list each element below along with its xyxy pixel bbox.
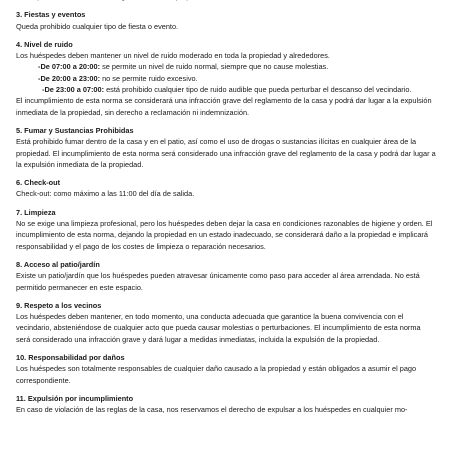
- section-tail: El incumplimiento de esta norma se considerará una infracción grave del reglamento de la casa y podrá dar lugar a la expulsión inmediata de la propiedad, sin derecho a reclamación ni indemnización.: [16, 96, 432, 117]
- bullet-lead: -De 20:00 a 23:00:: [38, 73, 101, 83]
- bullet-text: no se permite ruido excesivo.: [100, 73, 198, 83]
- section-heading: 5. Fumar y Sustancias Prohibidas: [16, 125, 134, 135]
- section-cleaning: [16, 207, 436, 252]
- bullet-text: está prohibido cualquier tipo de ruido audible que pueda perturbar el descanso del vecindario.: [104, 85, 412, 95]
- section-heading: 9. Respeto a los vecinos: [16, 300, 102, 310]
- section-smoking: [16, 125, 436, 170]
- section-pets-tail: [16, 0, 436, 2]
- section-neighbors: [16, 300, 436, 345]
- section-body: Los huéspedes deben mantener, en todo momento, una conducta adecuada que garantice la buena convivencia con el vecindario, absteniéndose de cualquier acto que pueda causar molestias o perturbaciones. El incumplimiento de esta norma será considerado una infracción grave y dará lugar a medidas inmediatas, incluida la expulsión de la propiedad.: [16, 312, 421, 344]
- section-heading: 3. Fiestas y eventos: [16, 10, 86, 20]
- section-expulsion: [16, 393, 436, 416]
- section-heading: 11. Expulsión por incumplimiento: [16, 393, 134, 403]
- section-body: Queda prohibido cualquier tipo de fiesta o evento.: [16, 21, 179, 31]
- section-body: Los huéspedes son totalmente responsables de cualquier daño causado a la propiedad y están obligados a asumir el pago correspondiente.: [16, 364, 417, 385]
- pets-rule-text: [16, 0, 436, 2]
- noise-bullet: [16, 84, 436, 95]
- noise-bullet: [16, 61, 436, 72]
- bullet-lead: -De 23:00 a 07:00:: [42, 85, 105, 95]
- house-rules-document: [16, 0, 436, 423]
- section-heading: 6. Check-out: [16, 178, 61, 188]
- section-damages: [16, 352, 436, 386]
- section-body: Check-out: como máximo a las 11:00 del día de salida.: [16, 189, 195, 199]
- section-heading: 7. Limpieza: [16, 207, 56, 217]
- section-noise: [16, 39, 436, 118]
- section-body: En caso de violación de las reglas de la casa, nos reservamos el derecho de expulsar a los huéspedes en cualquier mo-: [16, 405, 408, 415]
- section-body: No se exige una limpieza profesional, pero los huéspedes deben dejar la casa en condiciones razonables de higiene y orden. El incumplimiento de esta norma, dejando la propiedad en un estado inadecuado, se considerará daño a la propiedad e implicará responsabilidad y el pago de los costes de limpieza o reparación necesarios.: [16, 219, 433, 251]
- section-patio-access: [16, 259, 436, 293]
- bullet-text: se permite un nivel de ruido normal, siempre que no cause molestias.: [100, 62, 329, 72]
- section-heading: 8. Acceso al patio/jardín: [16, 259, 100, 269]
- section-body: Existe un patio/jardín que los huéspedes pueden atravesar únicamente como paso para acceder al área arrendada. No está permitido permanecer en este espacio.: [16, 271, 420, 292]
- bullet-lead: -De 07:00 a 20:00:: [38, 62, 101, 72]
- section-parties: [16, 9, 436, 32]
- noise-bullet: [16, 73, 436, 84]
- section-body: Está prohibido fumar dentro de la casa y en el patio, así como el uso de drogas o sustancias ilícitas en cualquier área de la propiedad. El incumplimiento de esta norma será considerado una infracción grave del reglamento de la casa y podrá dar lugar a la expulsión inmediata de la propiedad.: [16, 137, 436, 169]
- section-checkout: [16, 177, 436, 200]
- section-heading: 10. Responsabilidad por daños: [16, 353, 125, 363]
- section-heading: 4. Nivel de ruido: [16, 39, 73, 49]
- section-body: Los huéspedes deben mantener un nivel de ruido moderado en toda la propiedad y alrededores.: [16, 51, 330, 61]
